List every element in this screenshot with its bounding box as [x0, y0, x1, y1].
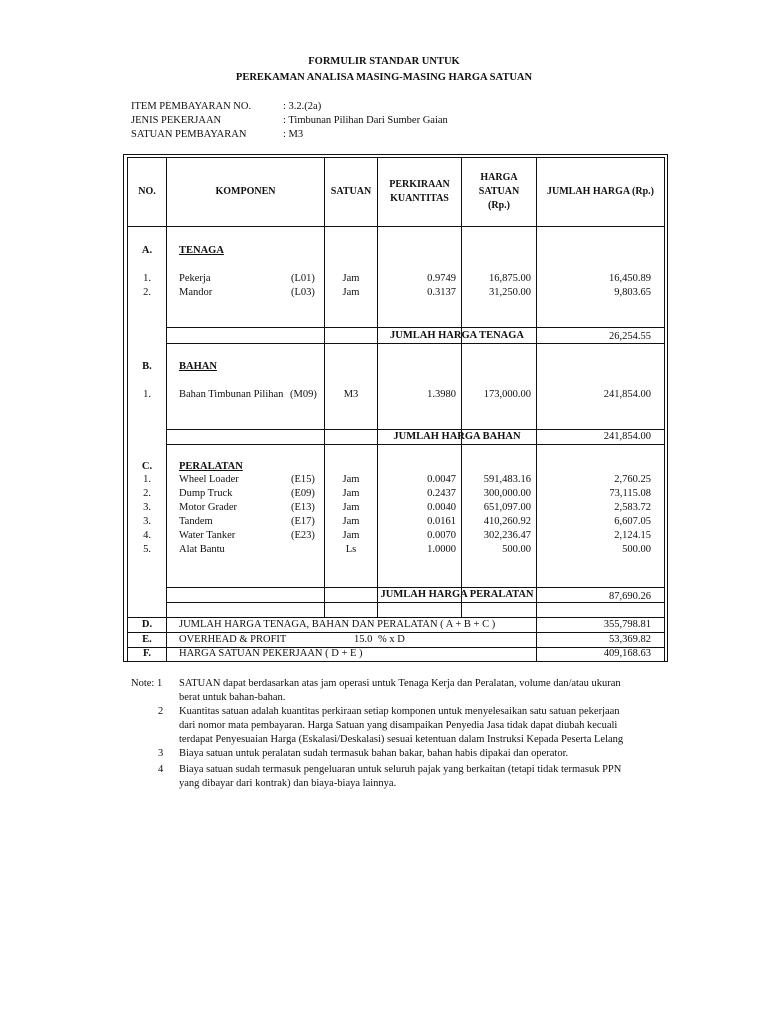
total-f-no: F. — [142, 648, 152, 659]
header-harga-3: (Rp.) — [488, 200, 510, 211]
row-qty: 0.2437 — [427, 488, 456, 499]
row-total: 2,760.25 — [614, 474, 651, 485]
totals-top-line — [127, 617, 664, 618]
row-name: Bahan Timbunan Pilihan — [179, 389, 284, 400]
row-satuan: Jam — [342, 530, 360, 541]
row-price: 410,260.92 — [483, 516, 531, 527]
row-code: (L03) — [291, 287, 315, 298]
row-code: (E23) — [291, 530, 315, 541]
info-value-satuan: : M3 — [283, 129, 304, 140]
subtotal-a-bottom — [166, 343, 664, 344]
row-no: 1. — [143, 389, 151, 400]
total-e-percent: 15.0 — [354, 634, 373, 645]
row-satuan: Jam — [342, 488, 360, 499]
row-code: (M09) — [290, 389, 317, 400]
row-qty: 0.0040 — [427, 502, 456, 513]
subtotal-c-label: JUMLAH HARGA PERALATAN — [380, 589, 534, 600]
row-price: 591,483.16 — [483, 474, 531, 485]
row-code: (E15) — [291, 474, 315, 485]
total-e-percent-suffix: % x D — [378, 634, 405, 645]
row-code: (E17) — [291, 516, 315, 527]
table-border-bottom — [123, 661, 668, 662]
header-komponen: KOMPONEN — [215, 186, 276, 197]
row-satuan: Ls — [345, 544, 357, 555]
row-total: 2,583.72 — [614, 502, 651, 513]
row-name: Pekerja — [179, 273, 211, 284]
subtotal-c-bottom — [166, 602, 664, 603]
section-a-title: TENAGA — [179, 245, 224, 256]
header-kuantitas-2: KUANTITAS — [390, 193, 449, 204]
row-total: 6,607.05 — [614, 516, 651, 527]
note-line: Biaya satuan sudah termasuk pengeluaran untuk seluruh pajak yang berkaitan (tetapi tidak termasuk PPN — [179, 764, 622, 775]
row-no: 3. — [143, 502, 151, 513]
row-price: 302,236.47 — [483, 530, 531, 541]
row-qty: 0.0047 — [427, 474, 456, 485]
table-border-right-inner — [664, 157, 665, 662]
note-line: Kuantitas satuan adalah kuantitas perkiraan setiap komponen untuk menyelesaikan satu satuan pekerjaan — [179, 706, 620, 717]
row-code: (E09) — [291, 488, 315, 499]
row-name: Tandem — [179, 516, 213, 527]
row-total: 9,803.65 — [614, 287, 651, 298]
section-b-title: BAHAN — [179, 361, 217, 372]
row-price: 173,000.00 — [483, 389, 531, 400]
row-satuan: Jam — [342, 287, 360, 298]
row-no: 1. — [143, 273, 151, 284]
table-border-top-outer — [123, 154, 668, 155]
total-d-label: JUMLAH HARGA TENAGA, BAHAN DAN PERALATAN ( A + B + C ) — [179, 619, 496, 630]
header-kuantitas-1: PERKIRAAN — [389, 179, 450, 190]
subtotal-b-bottom — [166, 444, 664, 445]
row-total: 2,124.15 — [614, 530, 651, 541]
row-satuan: Jam — [342, 516, 360, 527]
note-number: 2 — [158, 706, 164, 717]
row-no: 2. — [143, 488, 151, 499]
table-border-top-inner — [127, 157, 664, 158]
subtotal-c-value: 87,690.26 — [609, 591, 651, 602]
note-line: dari nomor mata pembayaran. Harga Satuan yang disampaikan Penyedia Jasa tidak dapat diubah kecuali — [179, 720, 618, 731]
row-qty: 0.0070 — [427, 530, 456, 541]
section-a-no: A. — [141, 245, 153, 256]
form-title-line1: FORMULIR STANDAR UNTUK — [308, 56, 460, 67]
table-border-left-inner — [127, 157, 128, 662]
row-qty: 0.9749 — [427, 273, 456, 284]
table-border-left-outer — [123, 154, 124, 662]
subtotal-a-top — [166, 327, 664, 328]
subtotal-b-top — [166, 429, 664, 430]
row-total: 73,115.08 — [609, 488, 651, 499]
info-label-satuan: SATUAN PEMBAYARAN — [131, 129, 247, 140]
note-number: 3 — [158, 748, 164, 759]
row-price: 16,875.00 — [489, 273, 531, 284]
row-qty: 1.3980 — [427, 389, 456, 400]
header-jumlah: JUMLAH HARGA (Rp.) — [547, 186, 654, 197]
subtotal-b-value: 241,854.00 — [603, 431, 651, 442]
row-name: Mandor — [179, 287, 213, 298]
row-code: (L01) — [291, 273, 315, 284]
row-total: 500.00 — [622, 544, 651, 555]
total-e-label: OVERHEAD & PROFIT — [179, 634, 287, 645]
row-price: 31,250.00 — [489, 287, 531, 298]
note-line: Biaya satuan untuk peralatan sudah termasuk bahan bakar, bahan habis dipakai dan operator. — [179, 748, 569, 759]
total-d-value: 355,798.81 — [603, 619, 651, 630]
total-e-value: 53,369.82 — [609, 634, 651, 645]
totals-col-sep-no — [166, 617, 167, 661]
total-f-value: 409,168.63 — [603, 648, 651, 659]
section-b-no: B. — [142, 361, 152, 372]
row-qty: 0.0161 — [427, 516, 456, 527]
note-line: terdapat Penyesuaian Harga (Eskalasi/Deskalasi) sesuai ketentuan dalam Instruksi Kepada Peserta Lelang — [179, 734, 624, 745]
header-harga-1: HARGA — [480, 172, 518, 183]
note-number: 4 — [158, 764, 164, 775]
row-name: Wheel Loader — [179, 474, 239, 485]
subtotal-a-value: 26,254.55 — [609, 331, 651, 342]
note-line: berat untuk bahan-bahan. — [179, 692, 286, 703]
row-no: 3. — [143, 516, 151, 527]
row-total: 241,854.00 — [603, 389, 651, 400]
note-line: SATUAN dapat berdasarkan atas jam operasi untuk Tenaga Kerja dan Peralatan, volume dan/atau ukuran — [179, 678, 621, 689]
row-name: Alat Bantu — [179, 544, 225, 555]
row-name: Water Tanker — [179, 530, 236, 541]
row-satuan: Jam — [342, 474, 360, 485]
row-total: 16,450.89 — [609, 273, 651, 284]
row-price: 651,097.00 — [483, 502, 531, 513]
subtotal-a-label: JUMLAH HARGA TENAGA — [390, 330, 524, 341]
header-bottom-line — [127, 226, 664, 227]
row-satuan: M3 — [343, 389, 359, 400]
row-name: Motor Grader — [179, 502, 238, 513]
row-price: 500.00 — [502, 544, 531, 555]
table-border-right-outer — [667, 154, 668, 662]
info-label-jenis: JENIS PEKERJAAN — [131, 115, 222, 126]
totals-line-d — [127, 632, 664, 633]
total-d-no: D. — [141, 619, 153, 630]
row-code: (E13) — [291, 502, 315, 513]
info-value-jenis: : Timbunan Pilihan Dari Sumber Gaian — [283, 115, 448, 126]
subtotal-b-label: JUMLAH HARGA BAHAN — [393, 431, 521, 442]
form-title-line2: PEREKAMAN ANALISA MASING-MASING HARGA SATUAN — [235, 72, 533, 83]
section-c-title: PERALATAN — [179, 461, 243, 472]
note-line: yang dibayar dari kontrak) dan biaya-biaya lainnya. — [179, 778, 397, 789]
row-no: 1. — [143, 474, 151, 485]
row-qty: 1.0000 — [427, 544, 456, 555]
total-f-label: HARGA SATUAN PEKERJAAN ( D + E ) — [179, 648, 363, 659]
row-no: 5. — [143, 544, 151, 555]
row-price: 300,000.00 — [483, 488, 531, 499]
section-c-no: C. — [141, 461, 153, 472]
row-satuan: Jam — [342, 273, 360, 284]
row-name: Dump Truck — [179, 488, 233, 499]
notes-label: Note: 1 — [131, 678, 163, 689]
info-label-item: ITEM PEMBAYARAN NO. — [131, 101, 252, 112]
row-no: 2. — [143, 287, 151, 298]
header-satuan: SATUAN — [330, 186, 372, 197]
header-no: NO. — [138, 186, 156, 197]
header-harga-2: SATUAN — [478, 186, 520, 197]
subtotal-c-top — [166, 587, 664, 588]
row-satuan: Jam — [342, 502, 360, 513]
row-no: 4. — [143, 530, 151, 541]
total-e-no: E. — [142, 634, 152, 645]
row-qty: 0.3137 — [427, 287, 456, 298]
info-value-item: : 3.2.(2a) — [283, 101, 322, 112]
